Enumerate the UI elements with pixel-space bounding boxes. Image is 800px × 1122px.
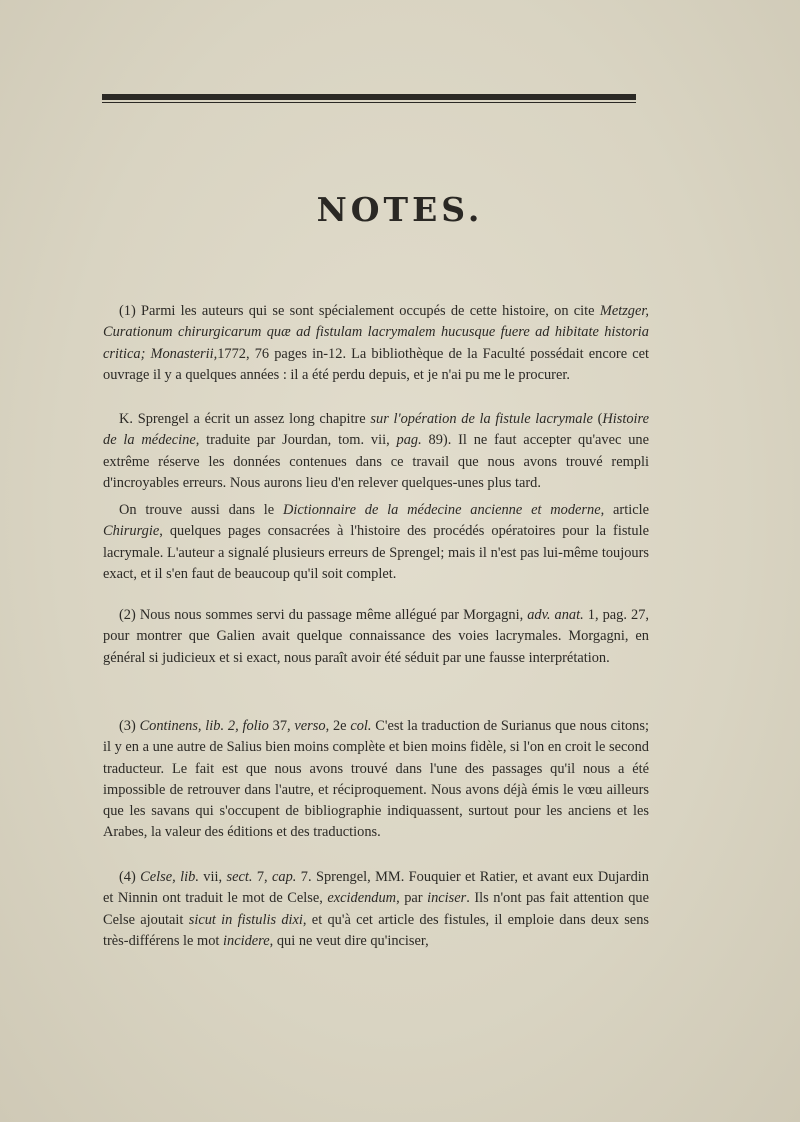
note-text: On trouve aussi dans le <box>119 502 283 518</box>
note-1-paragraph-3 <box>103 500 649 585</box>
note-text: 37, <box>268 718 295 734</box>
note-text: , quelques pages consacrées à l'histoire des procédés opératoires pour la fistule lacrymale. L'auteur a signalé plusieurs erreurs de Sprengel; mais il n'est pas lui-même toujours exact, et il s'en faut de beaucoup qu'il soit complet. <box>103 523 649 582</box>
note-text: , article <box>600 502 649 518</box>
note-text: , traduite par Jourdan, tom. vii, <box>195 432 397 449</box>
header-rule-thin <box>102 102 636 103</box>
note-text: (2) Nous nous sommes servi du passage même allégué par Morgagni, <box>119 607 528 623</box>
note-citation: Dictionnaire de la médecine ancienne et moderne <box>282 502 601 518</box>
note-citation: Celse, lib. <box>140 869 199 885</box>
note-citation: adv. anat. <box>527 607 584 623</box>
note-citation: cap. <box>272 869 297 885</box>
note-text: , qui ne veut dire qu'inciser, <box>269 932 429 949</box>
note-text: 1, pag. 27, pour montrer que Galien avait quelque connaissance des voies lacrymales. Morgagni, en général si judicieux et si exact, nous paraît avoir été séduit par une fausse interprétation. <box>103 607 649 666</box>
note-citation: sect. <box>226 869 253 885</box>
note-citation: inciser <box>427 890 467 907</box>
note-text: vii, <box>198 869 227 885</box>
note-3-paragraph <box>103 716 649 844</box>
note-text: (3) <box>119 718 140 734</box>
note-text: , par <box>396 890 428 907</box>
note-4-paragraph <box>103 867 649 952</box>
note-citation: sur l'opération de la fistule lacrymale <box>370 411 593 427</box>
note-citation: pag. <box>396 432 422 449</box>
note-citation: incidere <box>223 932 270 949</box>
note-citation: Metzger, Curationum chirurgicarum quæ ad fistulam lacrymalem hucusque fuere ad hibitate historia critica; Monasterii, <box>103 303 649 362</box>
note-citation: verso <box>294 718 326 734</box>
note-citation: Continens, lib. 2, folio <box>139 718 269 734</box>
note-text: , et qu'à cet article des fistules, il emploie dans deux sens très-différens le mot <box>103 911 649 949</box>
note-citation: excidendum <box>327 890 397 907</box>
note-citation: col. <box>350 718 372 734</box>
note-text: , 2e <box>325 718 351 734</box>
page-title: NOTES. <box>316 190 484 229</box>
note-text: (4) <box>119 869 141 885</box>
note-text: . Ils n'ont pas fait attention que Celse ajoutait <box>103 890 649 928</box>
note-text: 7. Sprengel, MM. Fouquier et Ratier, et avant eux Dujardin et Ninnin ont traduit le mot de Celse, <box>103 869 649 907</box>
note-text: (1) Parmi les auteurs qui se sont spécialement occupés de cette histoire, on cite <box>119 303 600 319</box>
note-text: 89). Il ne faut accepter qu'avec une extrême réserve les données contenues dans ce travail que nous avons trouvé rempli d'incroyables erreurs. Nous aurons lieu d'en relever quelques-unes plus tard. <box>103 432 649 491</box>
note-text: 7, <box>252 869 273 885</box>
note-citation: sicut in fistulis dixi <box>188 911 303 928</box>
note-citation: Chirurgie <box>103 523 160 540</box>
note-citation: Histoire de la médecine <box>103 411 649 449</box>
note-text: ( <box>592 411 603 427</box>
header-rule-thick <box>102 94 636 100</box>
note-text: C'est la traduction de Surianus que nous citons; il y en a une autre de Salius bien moins complète et bien moins fidèle, si l'on en croit le second traducteur. Le fait est que nous avons trouvé dans l'une des passages qu'il nous a été impossible de retrouver dans l'autre, et réciproquement. Nous avons déjà émis le vœu ailleurs que les savans qui s'occupent de bibliographie indiquassent, surtout pour les anciens et les Arabes, la valeur des éditions et des traductions. <box>103 718 649 841</box>
note-1-paragraph-2 <box>103 409 649 494</box>
note-text: 1772, 76 pages in-12. La bibliothèque de la Faculté possédait encore cet ouvrage il y a quelques années : il a été perdu depuis, et je n'ai pu me le procurer. <box>103 345 649 383</box>
note-1-paragraph <box>103 301 649 386</box>
note-text: K. Sprengel a écrit un assez long chapitre <box>119 411 371 427</box>
note-2-paragraph <box>103 605 649 669</box>
